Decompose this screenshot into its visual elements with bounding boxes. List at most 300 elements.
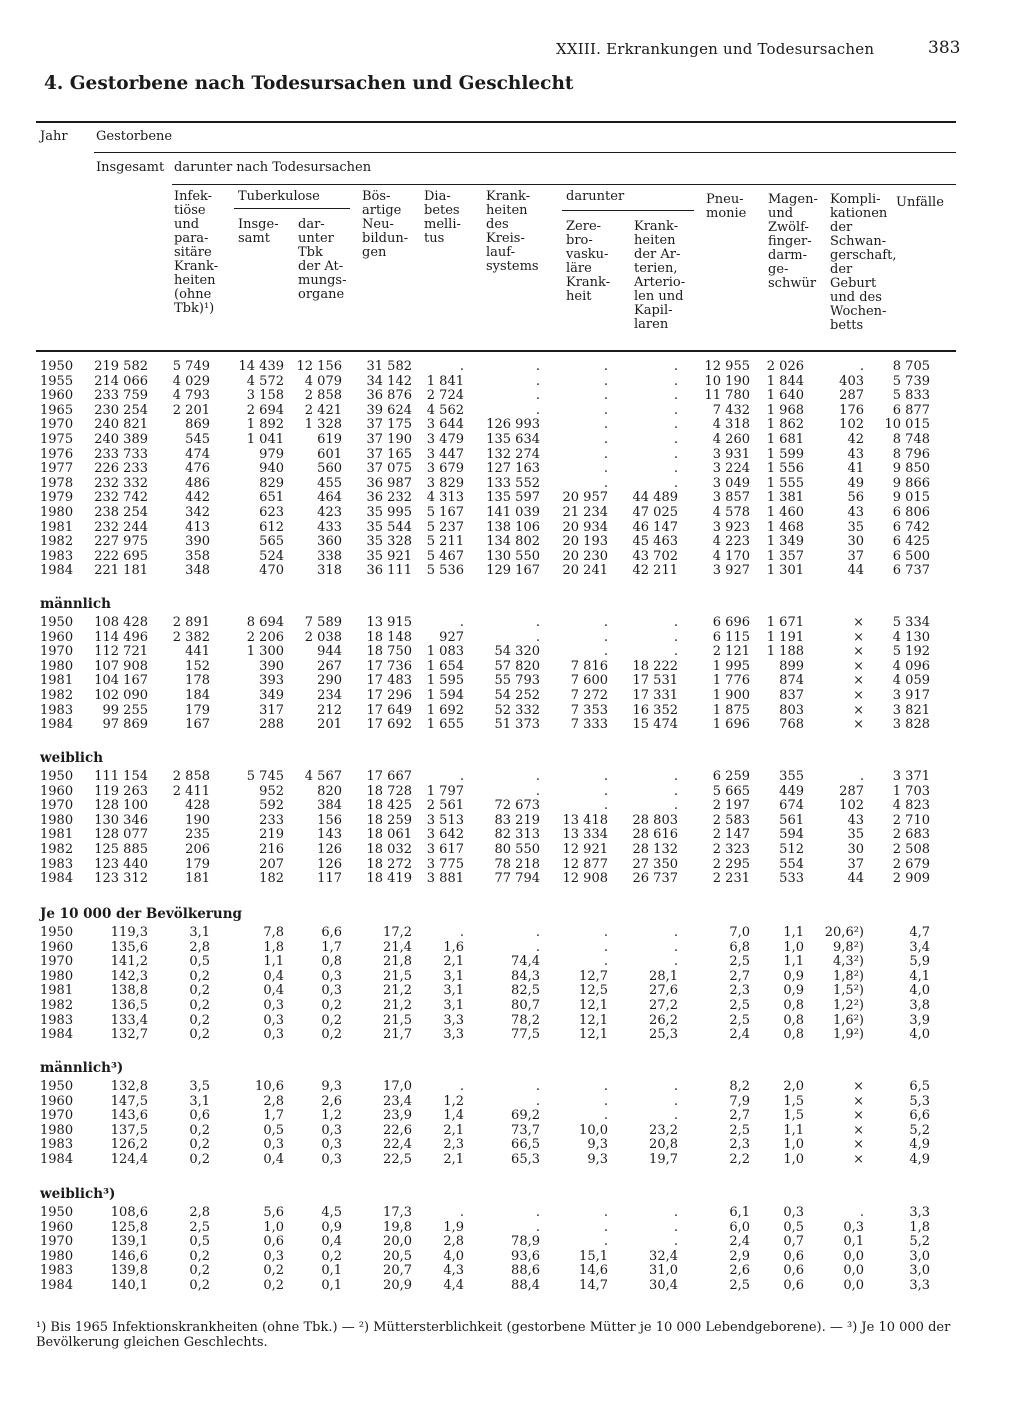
table-cell: . — [603, 769, 608, 784]
table-cell: 0,9 — [783, 983, 804, 999]
table-cell: 464 — [317, 490, 342, 506]
table-cell: 207 — [259, 856, 284, 872]
table-cell: 1 797 — [426, 783, 464, 799]
table-cell: 4,5 — [321, 1205, 342, 1220]
table-cell: × — [853, 1122, 864, 1138]
table-row — [0, 404, 1024, 419]
table-cell: × — [853, 673, 864, 689]
table-cell: 132 274 — [486, 446, 540, 462]
table-cell: 9 850 — [892, 461, 930, 477]
header-rule-1 — [94, 152, 956, 153]
table-cell: 12,1 — [579, 997, 608, 1013]
table-cell: . — [535, 939, 540, 955]
table-cell: 1 083 — [426, 644, 464, 660]
table-cell: 1,9 — [443, 1219, 464, 1235]
table-cell: 9,3 — [587, 1151, 608, 1167]
table-cell: 3,1 — [443, 997, 464, 1013]
table-cell: . — [673, 461, 678, 477]
table-cell: 17 736 — [366, 658, 412, 674]
table-cell: 6 742 — [892, 519, 930, 535]
table-cell: . — [535, 1079, 540, 1094]
table-cell: . — [603, 359, 608, 374]
table-cell: 3 371 — [892, 769, 930, 784]
table-cell: 4 572 — [246, 373, 284, 389]
table-cell: 17 296 — [366, 687, 412, 703]
table-cell: 78 218 — [494, 856, 540, 872]
table-cell: 1 776 — [712, 673, 750, 689]
table-cell: 18 259 — [366, 812, 412, 828]
year-cell: 1955 — [40, 373, 74, 389]
table-cell: 0,5 — [263, 1122, 284, 1138]
table-cell: 20 230 — [562, 548, 608, 564]
table-cell: . — [603, 402, 608, 418]
table-row — [0, 843, 1024, 858]
table-cell: 17 692 — [366, 717, 412, 733]
table-cell: 9,3 — [321, 1079, 342, 1094]
table-cell: 138 106 — [486, 519, 540, 535]
table-cell: 18 419 — [366, 871, 412, 887]
table-cell: . — [673, 925, 678, 940]
table-cell: 390 — [185, 534, 210, 550]
table-row — [0, 448, 1024, 463]
table-row — [0, 477, 1024, 492]
table-cell: 20 957 — [562, 490, 608, 506]
table-cell: 3 158 — [246, 388, 284, 404]
table-cell: 4 170 — [712, 548, 750, 564]
table-cell: 4,3 — [443, 1263, 464, 1279]
table-cell: 222 695 — [94, 548, 148, 564]
table-cell: 130 346 — [94, 812, 148, 828]
table-row — [0, 1235, 1024, 1250]
table-cell: 152 — [185, 658, 210, 674]
table-cell: 1 841 — [426, 373, 464, 389]
table-cell: 1,7 — [263, 1108, 284, 1124]
table-cell: 318 — [317, 563, 342, 579]
table-cell: 20,8 — [649, 1137, 678, 1153]
header-gestorbene: Gestorbene — [96, 129, 173, 144]
year-cell: 1960 — [40, 1219, 74, 1235]
table-cell: . — [673, 1079, 678, 1094]
table-cell: 1 640 — [766, 388, 804, 404]
table-cell: 52 332 — [494, 702, 540, 718]
table-cell: 18 148 — [366, 629, 412, 645]
table-cell: . — [603, 615, 608, 630]
table-cell: 3 644 — [426, 417, 464, 433]
table-cell: 869 — [185, 417, 210, 433]
table-cell: 119 263 — [94, 783, 148, 799]
table-row — [0, 1279, 1024, 1294]
table-cell: 7 272 — [570, 687, 608, 703]
table-cell: 2 231 — [712, 871, 750, 887]
table-cell: 2 038 — [304, 629, 342, 645]
table-cell: 355 — [779, 769, 804, 784]
table-cell: . — [535, 615, 540, 630]
table-cell: 0,2 — [321, 1012, 342, 1028]
table-cell: × — [853, 644, 864, 660]
header-rule-2 — [172, 184, 956, 185]
table-cell: 31 582 — [366, 359, 412, 374]
table-cell: 3,9 — [909, 1012, 930, 1028]
table-cell: 1 654 — [426, 658, 464, 674]
table-cell: . — [859, 769, 864, 784]
table-row — [0, 631, 1024, 646]
table-cell: 80,7 — [511, 997, 540, 1013]
table-cell: . — [535, 769, 540, 784]
table-cell: 36 987 — [366, 475, 412, 491]
table-cell: 138,8 — [110, 983, 148, 999]
table-cell: 3,1 — [443, 968, 464, 984]
table-row — [0, 955, 1024, 970]
table-cell: 0,7 — [783, 1234, 804, 1250]
table-row — [0, 550, 1024, 565]
table-cell: 35 995 — [366, 504, 412, 520]
table-cell: . — [535, 359, 540, 374]
table-cell: 2,8 — [263, 1093, 284, 1109]
table-cell: 2,3 — [443, 1137, 464, 1153]
table-cell: 35 328 — [366, 534, 412, 550]
table-cell: 4 059 — [892, 673, 930, 689]
table-cell: 0,1 — [321, 1263, 342, 1279]
year-cell: 1980 — [40, 658, 74, 674]
table-cell: 54 320 — [494, 644, 540, 660]
table-row — [0, 785, 1024, 800]
table-cell: 4,9 — [909, 1151, 930, 1167]
table-cell: 30,4 — [649, 1277, 678, 1293]
table-cell: 4 260 — [712, 431, 750, 447]
table-cell: . — [603, 475, 608, 491]
table-row — [0, 660, 1024, 675]
table-cell: 287 — [839, 783, 864, 799]
table-cell: . — [859, 1205, 864, 1220]
table-cell: 533 — [779, 871, 804, 887]
table-cell: 9,8²) — [833, 939, 864, 955]
table-cell: 44 — [847, 871, 864, 887]
table-cell: 130 550 — [486, 548, 540, 564]
table-cell: × — [853, 687, 864, 703]
table-cell: 1 188 — [766, 644, 804, 660]
table-cell: 42 — [847, 431, 864, 447]
table-row — [0, 535, 1024, 550]
table-cell: 21,2 — [383, 997, 412, 1013]
table-cell: . — [673, 1108, 678, 1124]
table-row — [0, 506, 1024, 521]
table-cell: 1,8 — [909, 1219, 930, 1235]
table-cell: 1 460 — [766, 504, 804, 520]
year-cell: 1981 — [40, 827, 74, 843]
table-cell: 2 858 — [172, 769, 210, 784]
year-cell: 1980 — [40, 504, 74, 520]
table-cell: 601 — [317, 446, 342, 462]
table-row — [0, 858, 1024, 873]
table-cell: 0,3 — [263, 1248, 284, 1264]
table-cell: 27,2 — [649, 997, 678, 1013]
header-pneumonie: Pneu- monie — [706, 192, 747, 221]
table-cell: 23,9 — [383, 1108, 412, 1124]
table-cell: 0,8 — [783, 1027, 804, 1043]
table-cell: 0,1 — [321, 1277, 342, 1293]
table-cell: 108 428 — [94, 615, 148, 630]
table-cell: . — [603, 388, 608, 404]
table-cell: 0,3 — [321, 1137, 342, 1153]
table-cell: 1,5 — [783, 1108, 804, 1124]
table-cell: 102 — [839, 798, 864, 814]
header-arterien: Krank- heiten der Ar- terien, Arterio- len und Kapil- laren — [634, 219, 686, 332]
rows-weiblich — [0, 770, 1024, 887]
table-cell: 28 803 — [632, 812, 678, 828]
table-cell: 43 702 — [632, 548, 678, 564]
top-rule — [36, 121, 956, 123]
table-cell: 12,7 — [579, 968, 608, 984]
table-cell: 135 597 — [486, 490, 540, 506]
table-cell: 214 066 — [94, 373, 148, 389]
table-cell: 512 — [779, 841, 804, 857]
table-cell: 1,0 — [783, 1151, 804, 1167]
table-cell: 267 — [317, 658, 342, 674]
table-cell: 17 531 — [632, 673, 678, 689]
table-cell: . — [673, 954, 678, 970]
table-cell: 9 015 — [892, 490, 930, 506]
table-cell: 135,6 — [110, 939, 148, 955]
table-cell: 2,6 — [321, 1093, 342, 1109]
table-cell: 179 — [185, 702, 210, 718]
table-cell: . — [603, 431, 608, 447]
table-cell: 26 737 — [632, 871, 678, 887]
table-cell: 2,1 — [443, 954, 464, 970]
table-cell: 3 642 — [426, 827, 464, 843]
table-cell: 2,5 — [729, 1122, 750, 1138]
table-row — [0, 984, 1024, 999]
table-cell: 56 — [847, 490, 864, 506]
table-row — [0, 433, 1024, 448]
table-cell: 6,1 — [729, 1205, 750, 1220]
table-cell: . — [673, 1219, 678, 1235]
header-kreislauf: Krank- heiten des Kreis- lauf- systems — [486, 189, 539, 274]
table-cell: 2 201 — [172, 402, 210, 418]
table-cell: . — [535, 1205, 540, 1220]
table-cell: 31,0 — [649, 1263, 678, 1279]
table-cell: 899 — [779, 658, 804, 674]
table-cell: 0,3 — [321, 968, 342, 984]
table-cell: 0,3 — [321, 983, 342, 999]
table-cell: 133 552 — [486, 475, 540, 491]
table-cell: 88,4 — [511, 1277, 540, 1293]
table-cell: . — [603, 461, 608, 477]
table-cell: 1 328 — [304, 417, 342, 433]
table-cell: 3 479 — [426, 431, 464, 447]
table-cell: 1 655 — [426, 717, 464, 733]
header-darunter: darunter — [566, 189, 625, 204]
year-cell: 1970 — [40, 644, 74, 660]
table-cell: 21,4 — [383, 939, 412, 955]
table-cell: 6 500 — [892, 548, 930, 564]
table-cell: 2 197 — [712, 798, 750, 814]
table-cell: 0,0 — [843, 1277, 864, 1293]
table-cell: 560 — [317, 461, 342, 477]
table-cell: 5 192 — [892, 644, 930, 660]
table-cell: 142,3 — [110, 968, 148, 984]
table-cell: 126 993 — [486, 417, 540, 433]
table-cell: 4 079 — [304, 373, 342, 389]
table-cell: 1,2 — [321, 1108, 342, 1124]
table-cell: 34 142 — [366, 373, 412, 389]
table-cell: 5 665 — [712, 783, 750, 799]
table-cell: 0,3 — [843, 1219, 864, 1235]
table-cell: 428 — [185, 798, 210, 814]
running-head: XXIII. Erkrankungen und Todesursachen — [556, 40, 875, 58]
table-cell: 1 594 — [426, 687, 464, 703]
table-cell: 4,0 — [443, 1248, 464, 1264]
table-cell: 403 — [839, 373, 864, 389]
year-cell: 1982 — [40, 534, 74, 550]
table-cell: 6 737 — [892, 563, 930, 579]
table-cell: 441 — [185, 644, 210, 660]
header-rule-tbk — [234, 208, 350, 209]
table-cell: 5,3 — [909, 1093, 930, 1109]
table-cell: 126 — [317, 841, 342, 857]
table-cell: 179 — [185, 856, 210, 872]
table-cell: 6 115 — [712, 629, 750, 645]
table-cell: 12,5 — [579, 983, 608, 999]
table-cell: . — [603, 939, 608, 955]
table-row — [0, 1109, 1024, 1124]
year-cell: 1950 — [40, 769, 74, 784]
table-cell: 0,2 — [189, 1012, 210, 1028]
table-row — [0, 1028, 1024, 1043]
table-cell: 126,2 — [110, 1137, 148, 1153]
table-cell: . — [603, 954, 608, 970]
table-cell: 2 508 — [892, 841, 930, 857]
table-cell: 18 061 — [366, 827, 412, 843]
table-cell: 73,7 — [511, 1122, 540, 1138]
table-cell: 147,5 — [110, 1093, 148, 1109]
table-cell: . — [535, 925, 540, 940]
table-cell: × — [853, 702, 864, 718]
table-cell: 979 — [259, 446, 284, 462]
table-cell: 1 301 — [766, 563, 804, 579]
table-cell: 2 694 — [246, 402, 284, 418]
table-cell: 233 759 — [94, 388, 148, 404]
header-tbk-atmung: dar- unter Tbk der At- mungs- organe — [298, 217, 347, 302]
year-cell: 1981 — [40, 519, 74, 535]
table-cell: 8 705 — [892, 359, 930, 374]
table-cell: 111 154 — [94, 769, 148, 784]
table-cell: 940 — [259, 461, 284, 477]
table-cell: 14 439 — [238, 359, 284, 374]
table-cell: 433 — [317, 519, 342, 535]
table-cell: 41 — [847, 461, 864, 477]
section-label-maennlich: männlich — [40, 596, 111, 612]
section-label-weiblich-rate: weiblich³) — [40, 1186, 116, 1202]
table-cell: 146,6 — [110, 1248, 148, 1264]
year-cell: 1981 — [40, 673, 74, 689]
table-cell: . — [603, 629, 608, 645]
table-cell: 0,3 — [263, 1012, 284, 1028]
year-cell: 1983 — [40, 1263, 74, 1279]
table-cell: 3,3 — [909, 1205, 930, 1220]
table-cell: 0,9 — [321, 1219, 342, 1235]
table-cell: 6 877 — [892, 402, 930, 418]
table-cell: 65,3 — [511, 1151, 540, 1167]
table-cell: 1 968 — [766, 402, 804, 418]
year-cell: 1980 — [40, 1122, 74, 1138]
table-cell: 37 175 — [366, 417, 412, 433]
table-row — [0, 799, 1024, 814]
table-cell: 139,1 — [110, 1234, 148, 1250]
table-cell: 20 934 — [562, 519, 608, 535]
table-cell: 1,1 — [783, 954, 804, 970]
year-cell: 1950 — [40, 925, 74, 940]
table-cell: 2 583 — [712, 812, 750, 828]
table-cell: 2,4 — [729, 1027, 750, 1043]
table-cell: . — [673, 446, 678, 462]
table-cell: . — [603, 446, 608, 462]
table-cell: 0,6 — [189, 1108, 210, 1124]
table-row — [0, 491, 1024, 506]
table-cell: 2 323 — [712, 841, 750, 857]
year-cell: 1981 — [40, 983, 74, 999]
table-cell: 2 724 — [426, 388, 464, 404]
table-cell: 123 440 — [94, 856, 148, 872]
year-cell: 1976 — [40, 446, 74, 462]
table-cell: 167 — [185, 717, 210, 733]
table-cell: × — [853, 1137, 864, 1153]
table-cell: × — [853, 1151, 864, 1167]
table-cell: 141 039 — [486, 504, 540, 520]
year-cell: 1982 — [40, 687, 74, 703]
table-cell: 21,7 — [383, 1027, 412, 1043]
table-cell: 0,2 — [189, 1248, 210, 1264]
table-cell: 240 389 — [94, 431, 148, 447]
table-row — [0, 1124, 1024, 1139]
table-cell: 2 147 — [712, 827, 750, 843]
table-cell: . — [673, 644, 678, 660]
table-cell: 3,0 — [909, 1263, 930, 1279]
table-row — [0, 375, 1024, 390]
table-cell: 28,1 — [649, 968, 678, 984]
table-cell: 2,7 — [729, 1108, 750, 1124]
table-cell: 1,1 — [263, 954, 284, 970]
table-cell: 108,6 — [110, 1205, 148, 1220]
table-cell: 136,5 — [110, 997, 148, 1013]
table-cell: 35 544 — [366, 519, 412, 535]
rows-weiblich-rate — [0, 1206, 1024, 1294]
table-cell: 5,9 — [909, 954, 930, 970]
table-cell: 1 595 — [426, 673, 464, 689]
table-cell: 1,6²) — [833, 1012, 864, 1028]
table-cell: 8,2 — [729, 1079, 750, 1094]
table-cell: . — [459, 769, 464, 784]
table-cell: 2,2 — [729, 1151, 750, 1167]
table-cell: 23,2 — [649, 1122, 678, 1138]
table-cell: 0,3 — [783, 1205, 804, 1220]
table-cell: 2 295 — [712, 856, 750, 872]
table-cell: 97 869 — [102, 717, 148, 733]
table-cell: 15,1 — [579, 1248, 608, 1264]
table-cell: 233 — [259, 812, 284, 828]
table-cell: 74,4 — [511, 954, 540, 970]
table-cell: 2,8 — [189, 939, 210, 955]
table-cell: 156 — [317, 812, 342, 828]
table-cell: 28 616 — [632, 827, 678, 843]
table-cell: . — [603, 925, 608, 940]
section-label-je-10000: Je 10 000 der Bevölkerung — [40, 906, 242, 922]
table-cell: 393 — [259, 673, 284, 689]
table-cell: 78,9 — [511, 1234, 540, 1250]
table-cell: 0,8 — [783, 1012, 804, 1028]
header-darunter-todesursachen: darunter nach Todesursachen — [174, 160, 372, 175]
table-cell: 132,7 — [110, 1027, 148, 1043]
table-cell: 232 742 — [94, 490, 148, 506]
